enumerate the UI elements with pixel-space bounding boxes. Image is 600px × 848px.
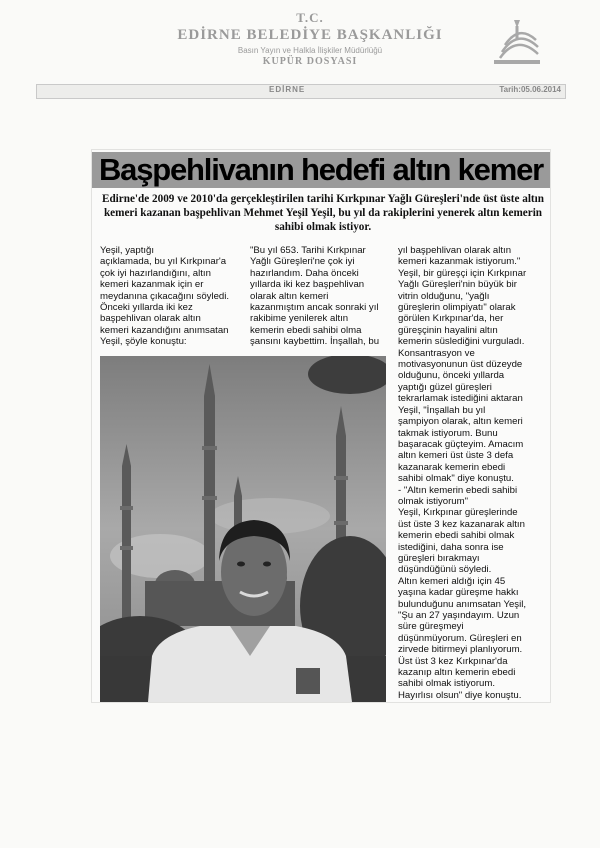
article-column-1: Yeşil, yaptığı açıklamada, bu yıl Kırkpınar'a çok iyi hazırlandığını, altın kemeri kazanmak için er meydanına çıkacağını söyledi. Önceki yıllarda iki kez başpehlivan olarak altın kemeri kazandığını anımsatan Yeşil, şöyle konuştu: [100, 245, 230, 348]
wrestler-mosque-photo [100, 356, 386, 702]
header-municipality: EDİRNE BELEDİYE BAŞKANLIĞI [177, 27, 443, 43]
header-date: Tarih:05.06.2014 [499, 85, 561, 94]
article-column-2: "Bu yıl 653. Tarihi Kırkpınar Yağlı Güreşleri'ne çok iyi hazırlandım. Daha önceki yıllarda iki kez başpehlivan olarak altın kemeri kazanmıştım ancak sonraki yıl rakibime yenilerek altın kemerin ebedi sahibi olma şansını kaybettim. İnşallah, bu [250, 245, 380, 348]
clipping-header [150, 10, 470, 67]
article-headline: Başpehlivanın hedefi altın kemer [99, 152, 543, 187]
header-city: EDİRNE [269, 85, 306, 94]
header-line-tc: T.C. [296, 10, 324, 25]
article-lead: Edirne'de 2009 ve 2010'da gerçekleştirilen tarihi Kırkpınar Yağlı Güreşleri'nde üst üste altın kemeri kazanan başpehlivan Mehmet Yeşil Yeşil, bu yıl da rakiplerini yenerek altın kemerin sahibi olmak istiyor. [101, 193, 544, 233]
municipality-logo-icon [488, 14, 546, 72]
header-file-title: KUPÜR DOSYASI [262, 56, 358, 67]
header-department: Basın Yayın ve Halkla İlişkiler Müdürlüğü [237, 46, 383, 55]
headline-banner [92, 152, 550, 188]
article-column-3: yıl başpehlivan olarak altın kemeri kazanmak istiyorum." Yeşil, bir güreşçi için Kırkpınar Yağlı Güreşleri'nin büyük bir vitrin olduğunu, "yağlı güreşlerin olimpiyatı" olarak görülen Kırkpınar'da, her güreşçinin hayalini altın kemerin süslediğini vurguladı. Konsantrasyon ve motivasyonunun üst düzeyde olduğunu, önceki yıllarda yaptığı güzel güreşleri tekrarlamak istediğini aktaran Yeşil, "İnşallah bu yıl şampiyon olarak, altın kemeri takmak istiyorum. Bunu başaracak güçteyim. Amacım altın kemeri üst üste 3 defa kazanarak kemerin ebedi sahibi olmak" diye konuştu. - "Altın kemerin ebedi sahibi olmak istiyorum" Yeşil, Kırkpınar güreşlerinde üst üste 3 kez kazanarak altın kemerin ebedi sahibi olmak istediğini, daha sonra ise güreşleri bırakmayı düşündüğünü söyledi. Altın kemeri aldığı için 45 yaşına kadar güreşme hakkı bulunduğunu anımsatan Yeşil, "Şu an 27 yaşındayım. Uzun süre güreşmeyi düşünmüyorum. Güreşleri en zirvede bitirmeyi planlıyorum. Üst üst 3 kez Kırkpınar'da kazanıp altın kemerin ebedi sahibi olmak istiyorum. Hayırlısı olsun" diye konuştu. [398, 245, 527, 701]
header-info-bar [36, 84, 566, 99]
